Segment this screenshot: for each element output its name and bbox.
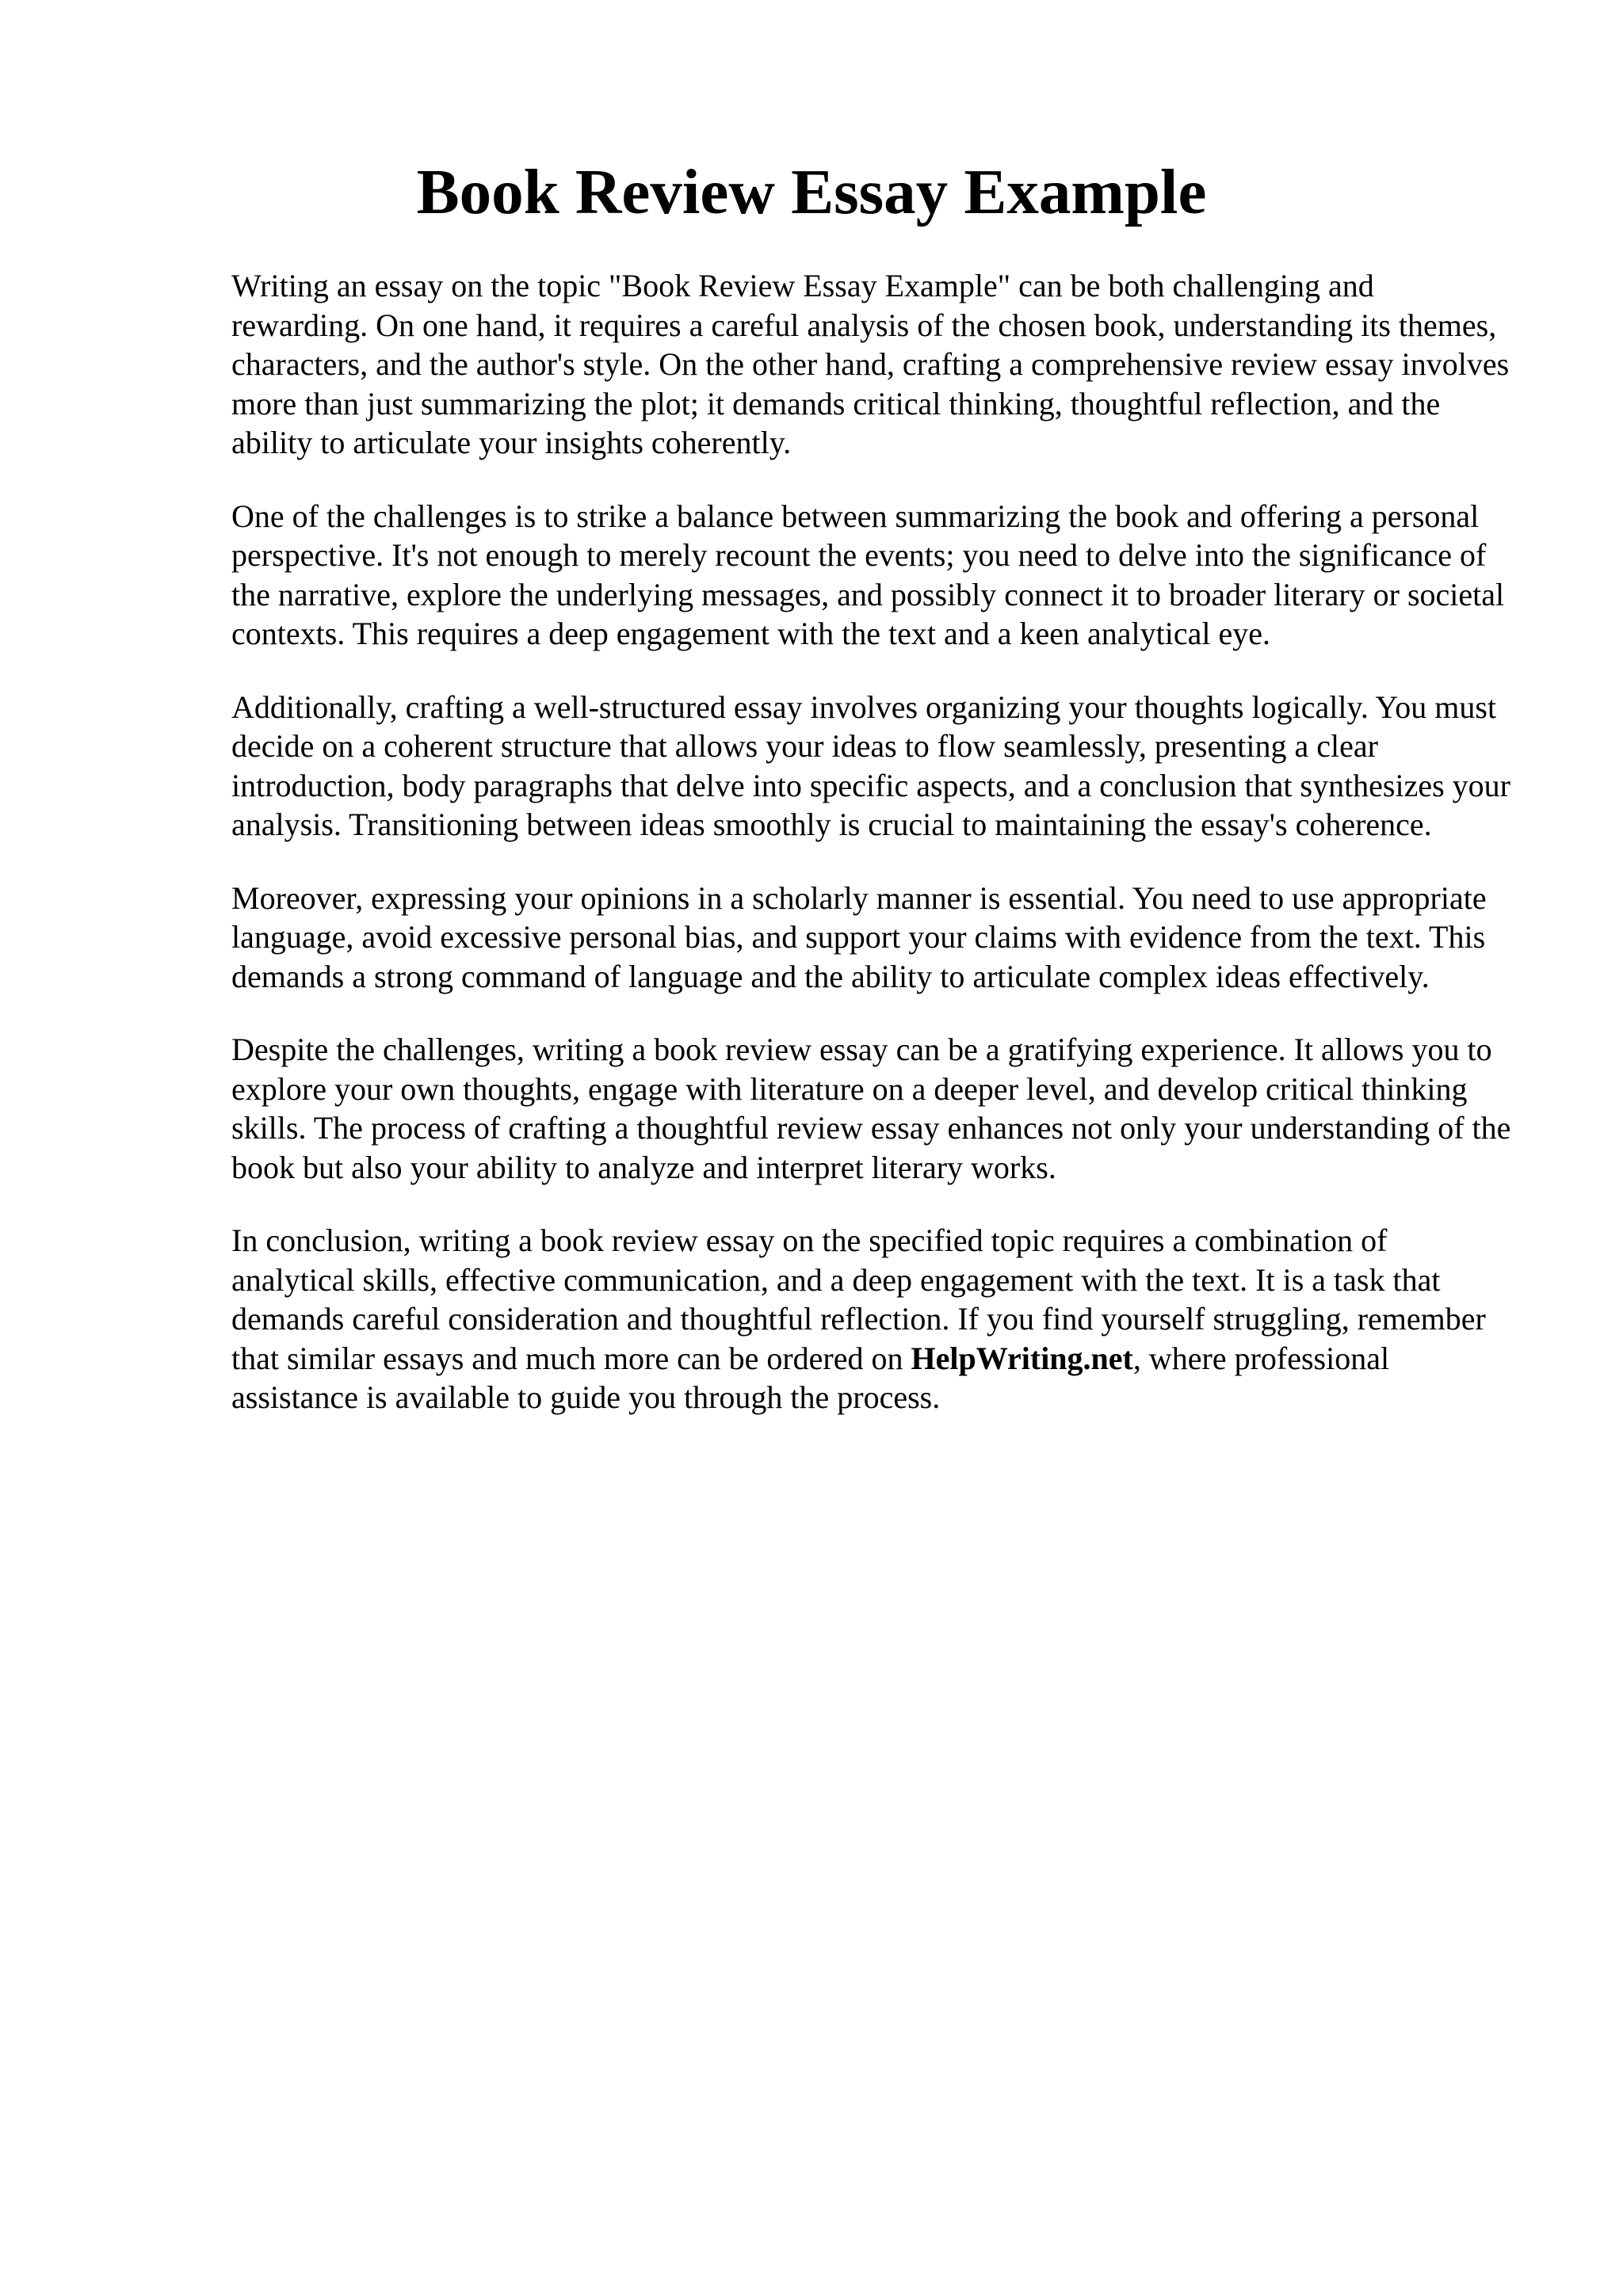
paragraph-conclusion <box>231 1221 1511 1417</box>
paragraph-scholarly: Moreover, expressing your opinions in a scholarly manner is essential. You need to use appropriate language, avoid excessive personal bias, and support your claims with evidence from the text. This demands a strong command of language and the ability to articulate complex ideas effectively. <box>231 879 1487 994</box>
paragraph-gratifying: Despite the challenges, writing a book review essay can be a gratifying experience. It allows you to explore your own thoughts, engage with literature on a deeper level, and develop critical thinking skills. The process of crafting a thoughtful review essay enhances not only your understanding of the book but also your ability to analyze and interpret literary works. <box>231 1032 1511 1185</box>
paragraph-balance: One of the challenges is to strike a balance between summarizing the book and offering a personal perspective. It's not enough to merely recount the events; you need to delve into the significance of the narrative, explore the underlying messages, and possibly connect it to broader literary or societal contexts. This requires a deep engagement with the text and a keen analytical eye. <box>231 498 1505 651</box>
paragraph-structure: Additionally, crafting a well-structured essay involves organizing your thoughts logically. You must decide on a coherent structure that allows your ideas to flow seamlessly, presenting a clear introduction, body paragraphs that delve into specific aspects, and a conclusion that synthesizes your analysis. Transitioning between ideas smoothly is crucial to maintaining the essay's coherence. <box>231 688 1511 842</box>
brand-name: HelpWriting.net <box>911 1340 1133 1376</box>
paragraph-intro: Writing an essay on the topic "Book Review Essay Example" can be both challenging and rewarding. On one hand, it requires a careful analysis of the chosen book, understanding its themes, characters, and the author's style. On the other hand, crafting a comprehensive review essay involves more than just summarizing the plot; it demands critical thinking, thoughtful reflection, and the ability to articulate your insights coherently. <box>231 268 1510 460</box>
conclusion-text-before: In conclusion, writing a book review essay on the specified topic requires a combination of analytical skills, effective communication, and a deep engagement with the text. It is a task that demands careful consideration and thoughtful reflection. If you find yourself struggling, remember that similar essays and much more can be ordered on <box>231 1222 1486 1376</box>
document-title: Book Review Essay Example <box>416 156 1207 227</box>
document-body <box>231 266 1511 1451</box>
conclusion-text-after: , where professional assistance is available to guide you through the process. <box>231 1340 1390 1415</box>
